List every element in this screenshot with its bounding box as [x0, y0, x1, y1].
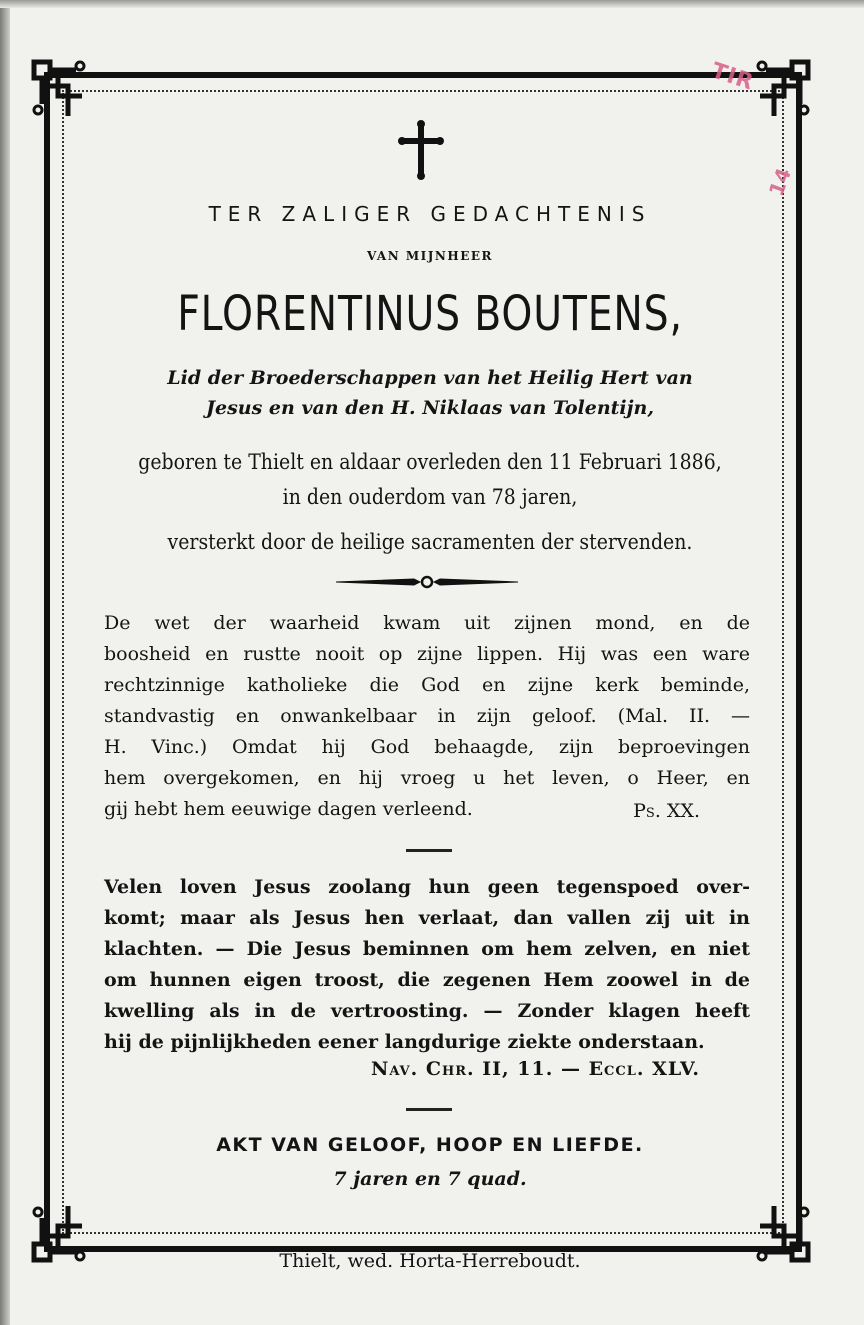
paragraph-1-line: boosheid en rustte nooit op zijne lippen. Hij was een ware — [104, 643, 750, 665]
pink-stamp-mark: TIR — [708, 58, 757, 96]
paragraph-2 — [104, 872, 750, 1058]
deceased-name: FLORENTINUS BOUTENS, — [177, 286, 683, 342]
paragraph-1 — [104, 608, 750, 825]
akt-van-geloof: AKT VAN GELOOF, HOOP EN LIEFDE. — [216, 1134, 644, 1156]
biography-line-3: versterkt door de heilige sacramenten der stervenden. — [167, 530, 693, 554]
cross-icon — [398, 120, 444, 180]
membership-line-1: Lid der Broederschappen van het Heilig Hert van — [167, 367, 693, 389]
paragraph-2-reference: Nav. Chr. II, 11. — Eccl. XLV. — [371, 1058, 700, 1080]
header-van-mijnheer: VAN MIJNHEER — [367, 249, 493, 263]
paragraph-2-line: hij de pijnlijkheden eener langdurige ziekte onderstaan. — [104, 1031, 705, 1053]
paragraph-2-line: kwelling als in de vertroosting. — Zonder klagen heeft — [104, 1000, 750, 1022]
membership-line-2: Jesus en van den H. Niklaas van Tolentijn, — [206, 397, 654, 419]
paragraph-1-line: De wet der waarheid kwam uit zijnen mond, en de — [104, 612, 750, 634]
corner-ornament-bottom-left — [28, 1194, 100, 1266]
short-divider-2 — [406, 1108, 452, 1111]
header-ter-zaliger: TER ZALIGER GEDACHTENIS — [208, 202, 652, 226]
biography-line-1: geboren te Thielt en aldaar overleden den 11 Februari 1886, — [138, 450, 722, 474]
paragraph-1-line: gij hebt hem eeuwige dagen verleend. — [104, 798, 473, 820]
paragraph-1-line: H. Vinc.) Omdat hij God behaagde, zijn beproevingen — [104, 736, 750, 758]
printer-credit: Thielt, wed. Horta-Herreboudt. — [279, 1250, 581, 1272]
divider-ornament — [334, 572, 520, 592]
paragraph-1-reference: Ps. XX. — [633, 800, 700, 822]
indulgence-note: 7 jaren en 7 quad. — [333, 1168, 527, 1190]
paragraph-1-line: hem overgekomen, en hij vroeg u het leven, o Heer, en — [104, 767, 750, 789]
pink-stamp-number: 14 — [763, 164, 796, 200]
paragraph-2-line: komt; maar als Jesus hen verlaat, dan vallen zij uit in — [104, 907, 750, 929]
paragraph-1-line: rechtzinnige katholieke die God en zijne kerk beminde, — [104, 674, 750, 696]
paragraph-2-line: Velen loven Jesus zoolang hun geen tegenspoed over- — [104, 876, 750, 898]
scan-edge-top — [0, 0, 864, 8]
paragraph-2-line: om hunnen eigen troost, die zegenen Hem zoowel in de — [104, 969, 750, 991]
scan-edge-left — [0, 0, 10, 1325]
paragraph-1-line: standvastig en onwankelbaar in zijn geloof. (Mal. II. — — [104, 705, 750, 727]
biography-line-2: in den ouderdom van 78 jaren, — [282, 485, 578, 509]
paragraph-2-line: klachten. — Die Jesus beminnen om hem zelven, en niet — [104, 938, 750, 960]
corner-ornament-top-left — [28, 56, 100, 128]
short-divider-1 — [406, 849, 452, 852]
